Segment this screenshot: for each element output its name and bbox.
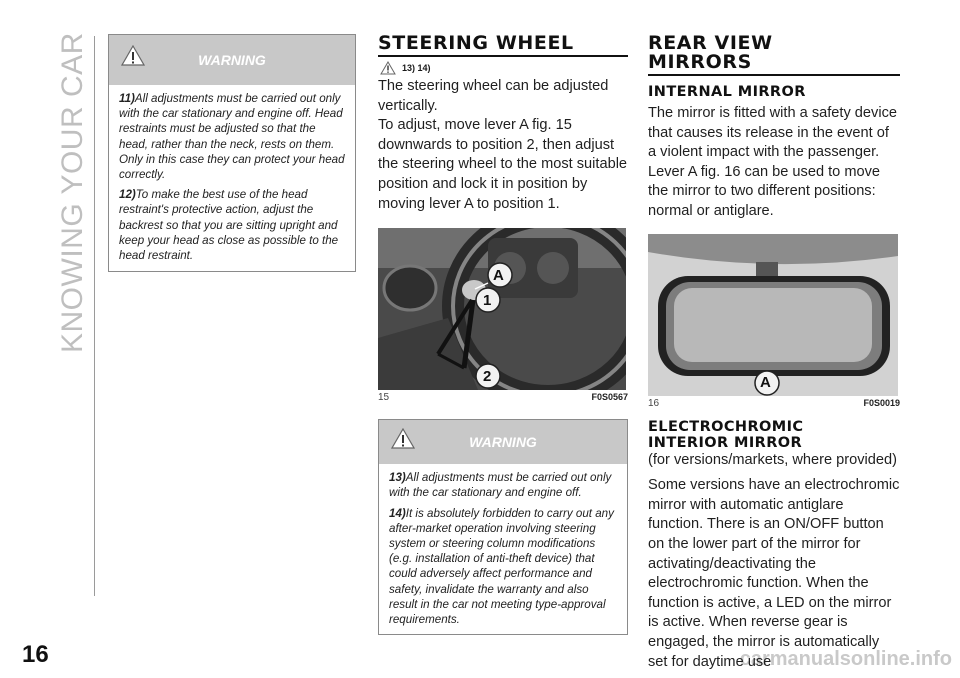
label-a: A <box>493 267 504 285</box>
warning-number: 13) <box>389 471 406 485</box>
section-side-title: KNOWING YOUR CAR <box>56 32 89 353</box>
figure-16-caption <box>648 398 900 409</box>
warning-box-11-12 <box>108 34 356 272</box>
warning-box-13-14 <box>378 419 628 635</box>
figure-code: F0S0019 <box>863 397 900 408</box>
heading-rule <box>378 55 628 57</box>
warning-number: 14) <box>389 506 406 520</box>
figure-number: 16 <box>648 397 660 409</box>
heading-line: REAR VIEW <box>648 32 773 54</box>
rear-mirror-illustration <box>648 234 898 396</box>
internal-mirror-text: The mirror is fitted with a safety device that causes its release in the event of a violent impact with the passenger. Lever A fig. 16 can be used to move the mirror to two different positions: normal or antiglare. <box>648 105 897 219</box>
warning-text: All adjustments must be carried out only with the car stationary and engine off. Head restraints must be adjusted so that the head, rather than the neck, rests on them. Only in this case they can protect your head correctly. <box>119 92 345 182</box>
steering-wheel-heading: STEERING WHEEL <box>378 32 574 54</box>
warning-body <box>109 85 355 276</box>
steering-wheel-text: The steering wheel can be adjusted vertically. To adjust, move lever A fig. 15 downwards to position 2, then adjust the steering wheel to the most suitable position and lock it in position by moving lever A to position 1. <box>378 78 628 212</box>
figure-code: F0S0567 <box>591 392 628 403</box>
page-number: 16 <box>22 641 49 668</box>
steering-lever-illustration <box>378 228 626 390</box>
rear-view-mirrors-heading <box>648 34 900 72</box>
reference-numbers: 13) 14) <box>402 63 431 73</box>
column-right <box>648 34 900 672</box>
watermark: carmanualsonline.info <box>739 648 952 670</box>
figure-15 <box>378 228 626 390</box>
internal-mirror-heading: INTERNAL MIRROR <box>648 84 806 100</box>
warning-title: WARNING <box>198 52 266 68</box>
side-divider <box>94 36 95 596</box>
warning-header <box>379 420 627 464</box>
label-a: A <box>760 373 771 391</box>
electrochromic-note: (for versions/markets, where provided) <box>648 451 897 468</box>
warning-number: 11) <box>119 92 135 105</box>
column-middle <box>378 34 628 635</box>
heading-line: ELECTROCHROMIC <box>648 418 804 435</box>
figure-15-caption <box>378 392 628 403</box>
figure-number: 15 <box>378 392 390 404</box>
warning-text: To make the best use of the head restraint's protective action, adjust the backrest so that you are sitting upright and keep your head as close as possible to the head restraint. <box>119 188 339 263</box>
label-2: 2 <box>483 368 492 386</box>
heading-line: INTERIOR MIRROR <box>648 434 803 451</box>
warning-text: It is absolutely forbidden to carry out any after-market operation involving steering system or steering column modifications (e.g. installation of anti-theft device) that could adversely affect performance and safety, invalidate the warranty and also result in the car not meeting type-approval requirements. <box>389 506 614 626</box>
warning-header <box>109 35 355 85</box>
warning-triangle-icon <box>380 61 396 75</box>
heading-rule <box>648 74 900 76</box>
warning-text: All adjustments must be carried out only with the car stationary and engine off. <box>389 471 612 500</box>
electrochromic-mirror-heading <box>648 419 900 451</box>
column-left <box>108 34 356 272</box>
figure-16 <box>648 234 898 396</box>
label-1: 1 <box>483 292 492 310</box>
warning-title: WARNING <box>469 434 537 451</box>
heading-line: MIRRORS <box>648 51 752 73</box>
warning-references <box>380 61 628 75</box>
warning-triangle-icon <box>391 428 415 449</box>
warning-number: 12) <box>119 188 136 202</box>
electrochromic-text: Some versions have an electrochromic mirror with automatic antiglare function. There is an ON/OFF button on the lower part of the mirror for activating/deactivating the electrochromic function. When the function is active, a LED on the mirror is active. When reverse gear is engaged, the mirror is automatically set for daytime use <box>648 477 900 670</box>
warning-triangle-icon <box>121 45 145 66</box>
warning-body <box>379 464 627 640</box>
